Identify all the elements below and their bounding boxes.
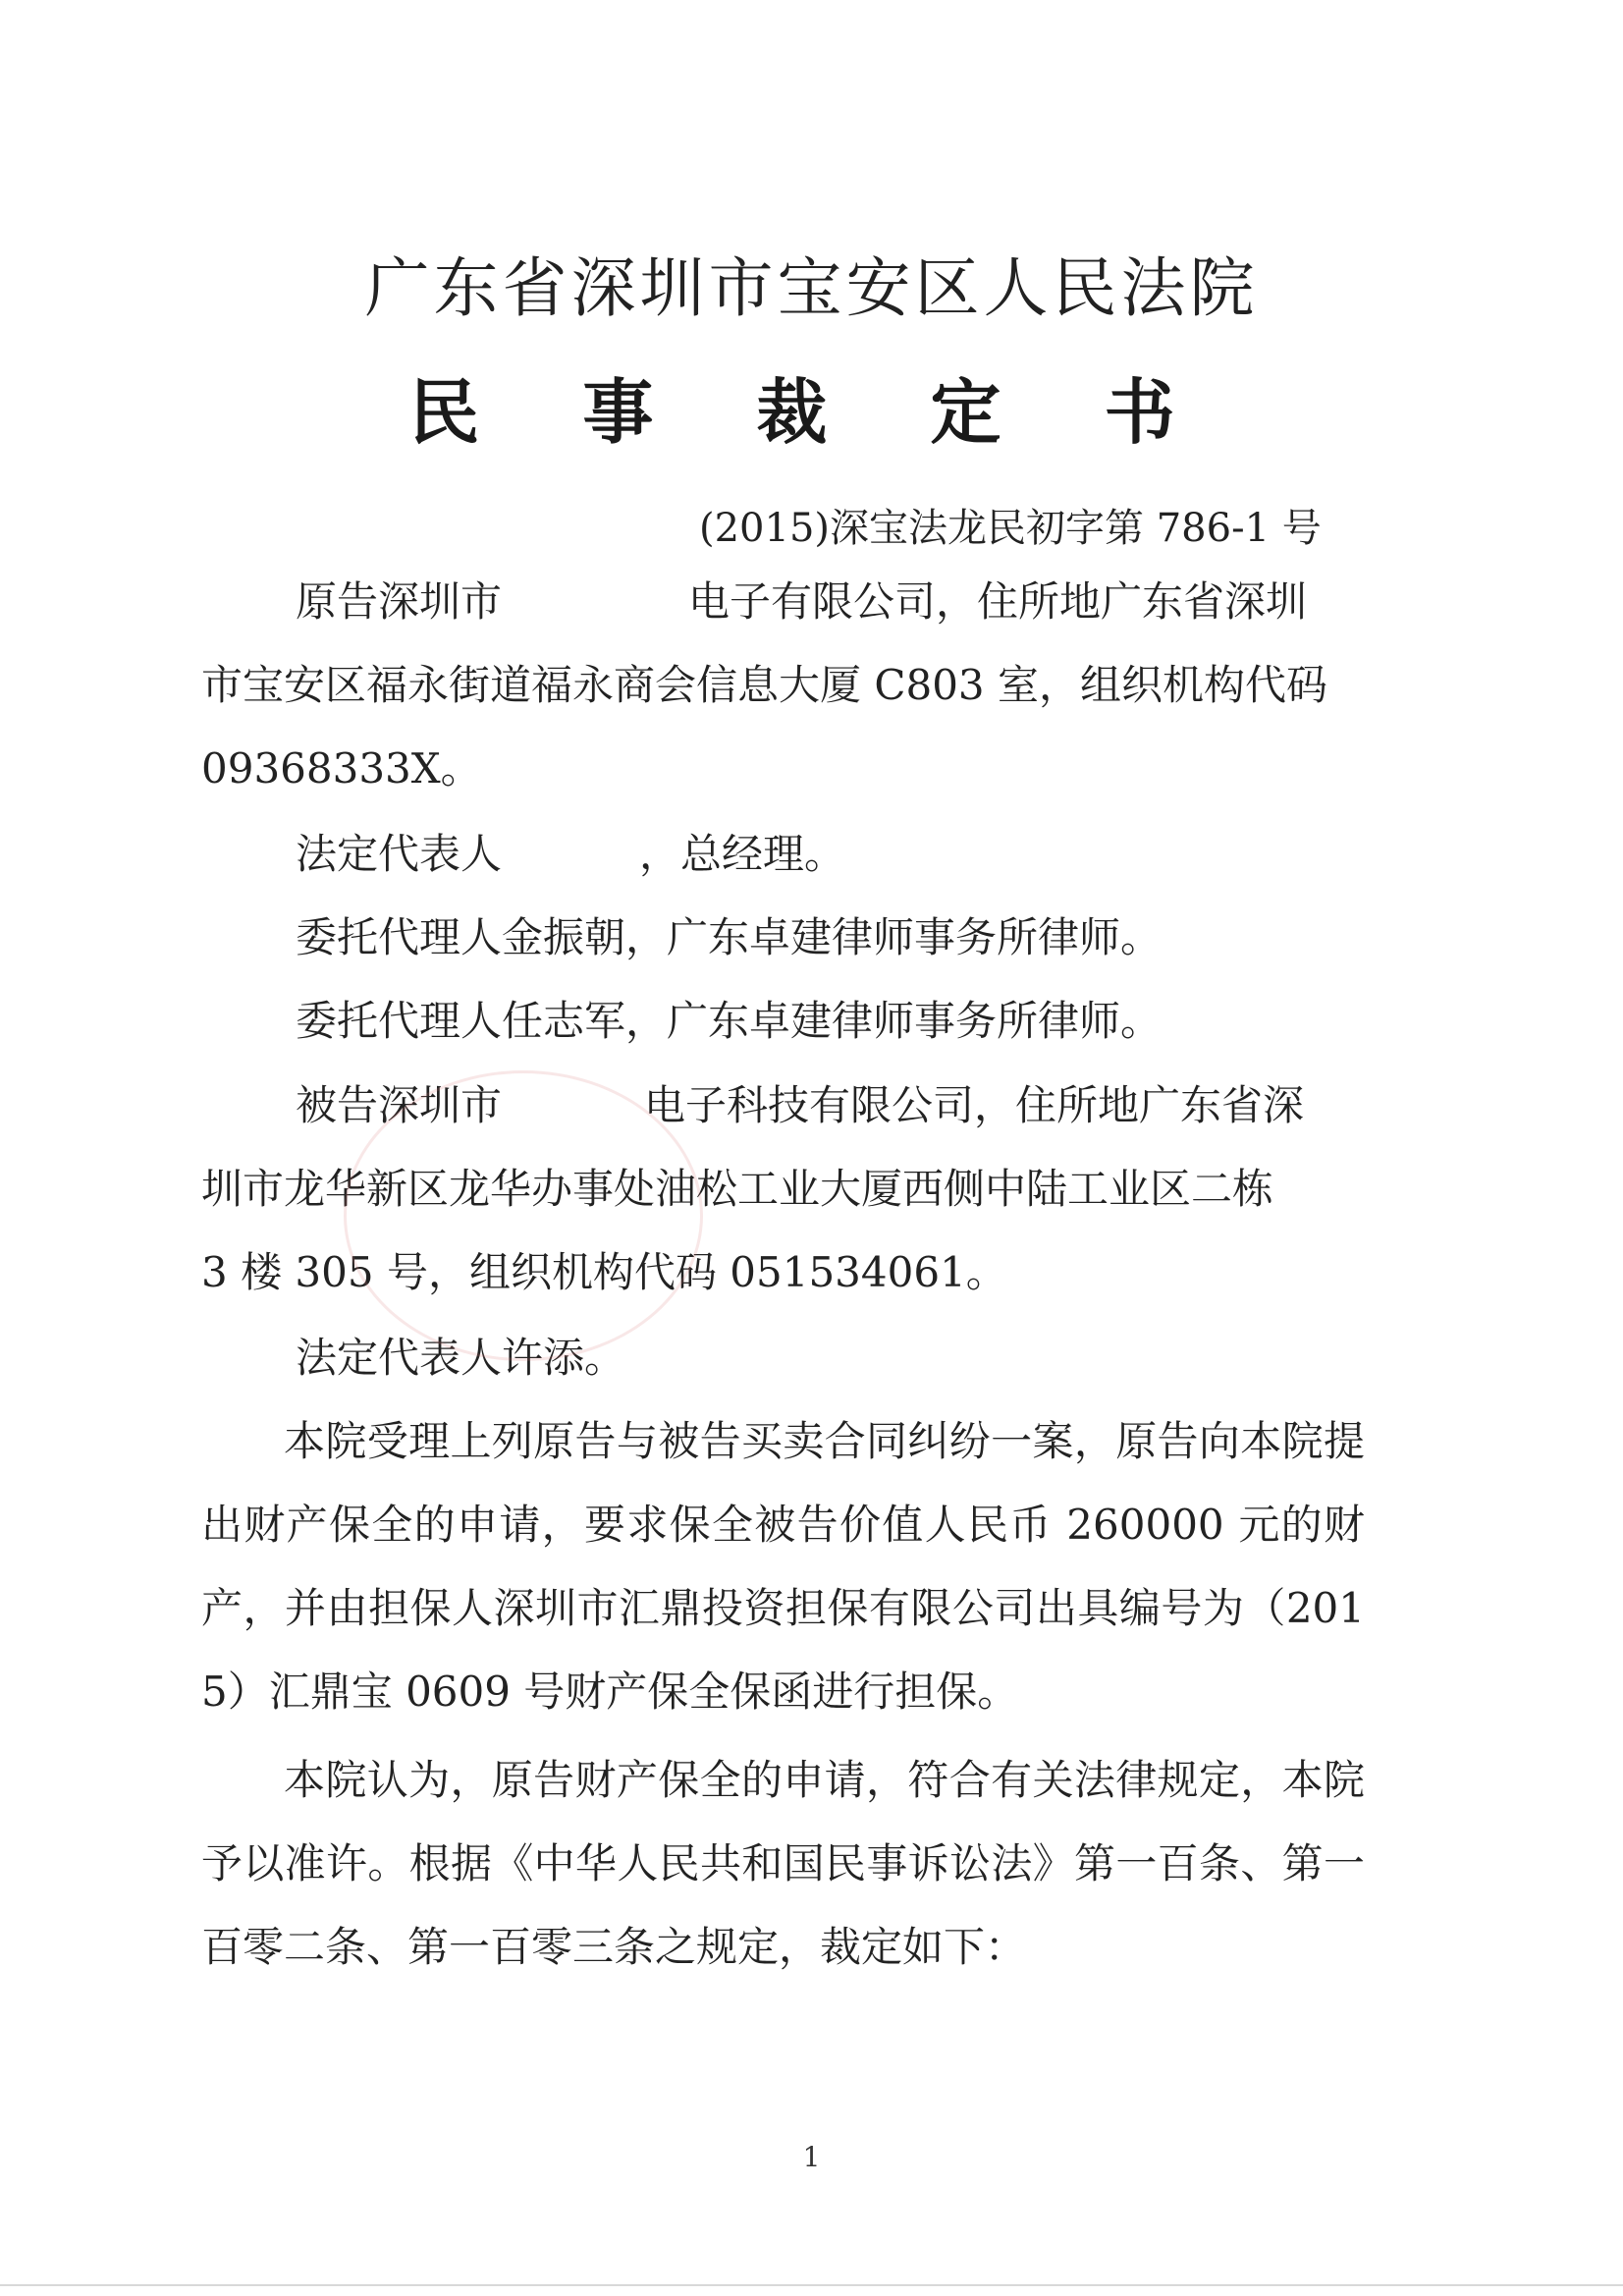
paragraph-2-block (201, 1738, 1365, 1989)
legal-rep-suffix: ，总经理。 (639, 830, 846, 878)
plaintiff-prefix: 原告深圳市 (296, 577, 503, 626)
defendant-legal-rep-line: 法定代表人许添。 (296, 1334, 626, 1382)
defendant-prefix: 被告深圳市 (296, 1081, 503, 1129)
plaintiff-block (201, 560, 1365, 810)
plaintiff-line-3: 09368333X。 (201, 744, 482, 793)
defendant-line-3: 3 楼 305 号，组织机构代码 051534061。 (201, 1248, 1007, 1296)
defendant-block (201, 1064, 1365, 1314)
case-number: (2015)深宝法龙民初字第 786-1 号 (699, 506, 1322, 551)
plaintiff-legal-rep-line (201, 812, 1365, 896)
agent-1: 委托代理人金振朝，广东卓建律师事务所律师。 (296, 913, 1163, 961)
defendant-legal-rep (201, 1316, 1365, 1399)
bottom-edge-line (0, 2284, 1623, 2286)
defendant-line-2: 圳市龙华新区龙华办事处油松工业大厦西侧中陆工业区二栋 (201, 1165, 1274, 1213)
defendant-line-1 (201, 1064, 1365, 1147)
plaintiff-legal-rep (201, 812, 1365, 896)
agent-2: 委托代理人任志军，广东卓建律师事务所律师。 (296, 997, 1163, 1045)
paragraph-1-block (201, 1399, 1365, 1733)
plaintiff-suffix: 电子有限公司，住所地广东省深圳 (688, 577, 1308, 626)
page-number: 1 (802, 2141, 821, 2173)
plaintiff-line-2: 市宝安区福永街道福永商会信息大厦 C803 室，组织机构代码 (201, 661, 1328, 709)
defendant-suffix: 电子科技有限公司，住所地广东省深 (644, 1081, 1305, 1129)
legal-rep-prefix: 法定代表人 (296, 830, 503, 878)
paragraph-2: 本院认为，原告财产保全的申请，符合有关法律规定，本院予以准许。根据《中华人民共和国民事诉讼法》第一百条、第一百零二条、第一百零三条之规定，裁定如下： (201, 1756, 1365, 1971)
paragraph-1: 本院受理上列原告与被告买卖合同纠纷一案，原告向本院提出财产保全的申请，要求保全被告价值人民币 260000 元的财产，并由担保人深圳市汇鼎投资担保有限公司出具编号为（2015）汇鼎宝 0609 号财产保全保函进行担保。 (201, 1417, 1365, 1716)
plaintiff-line-1 (201, 560, 1365, 643)
agents-block (201, 896, 1365, 1063)
court-name: 广东省深圳市宝安区人民法院 (364, 250, 1259, 326)
document-type-title: 民 事 裁 定 书 (408, 370, 1215, 454)
